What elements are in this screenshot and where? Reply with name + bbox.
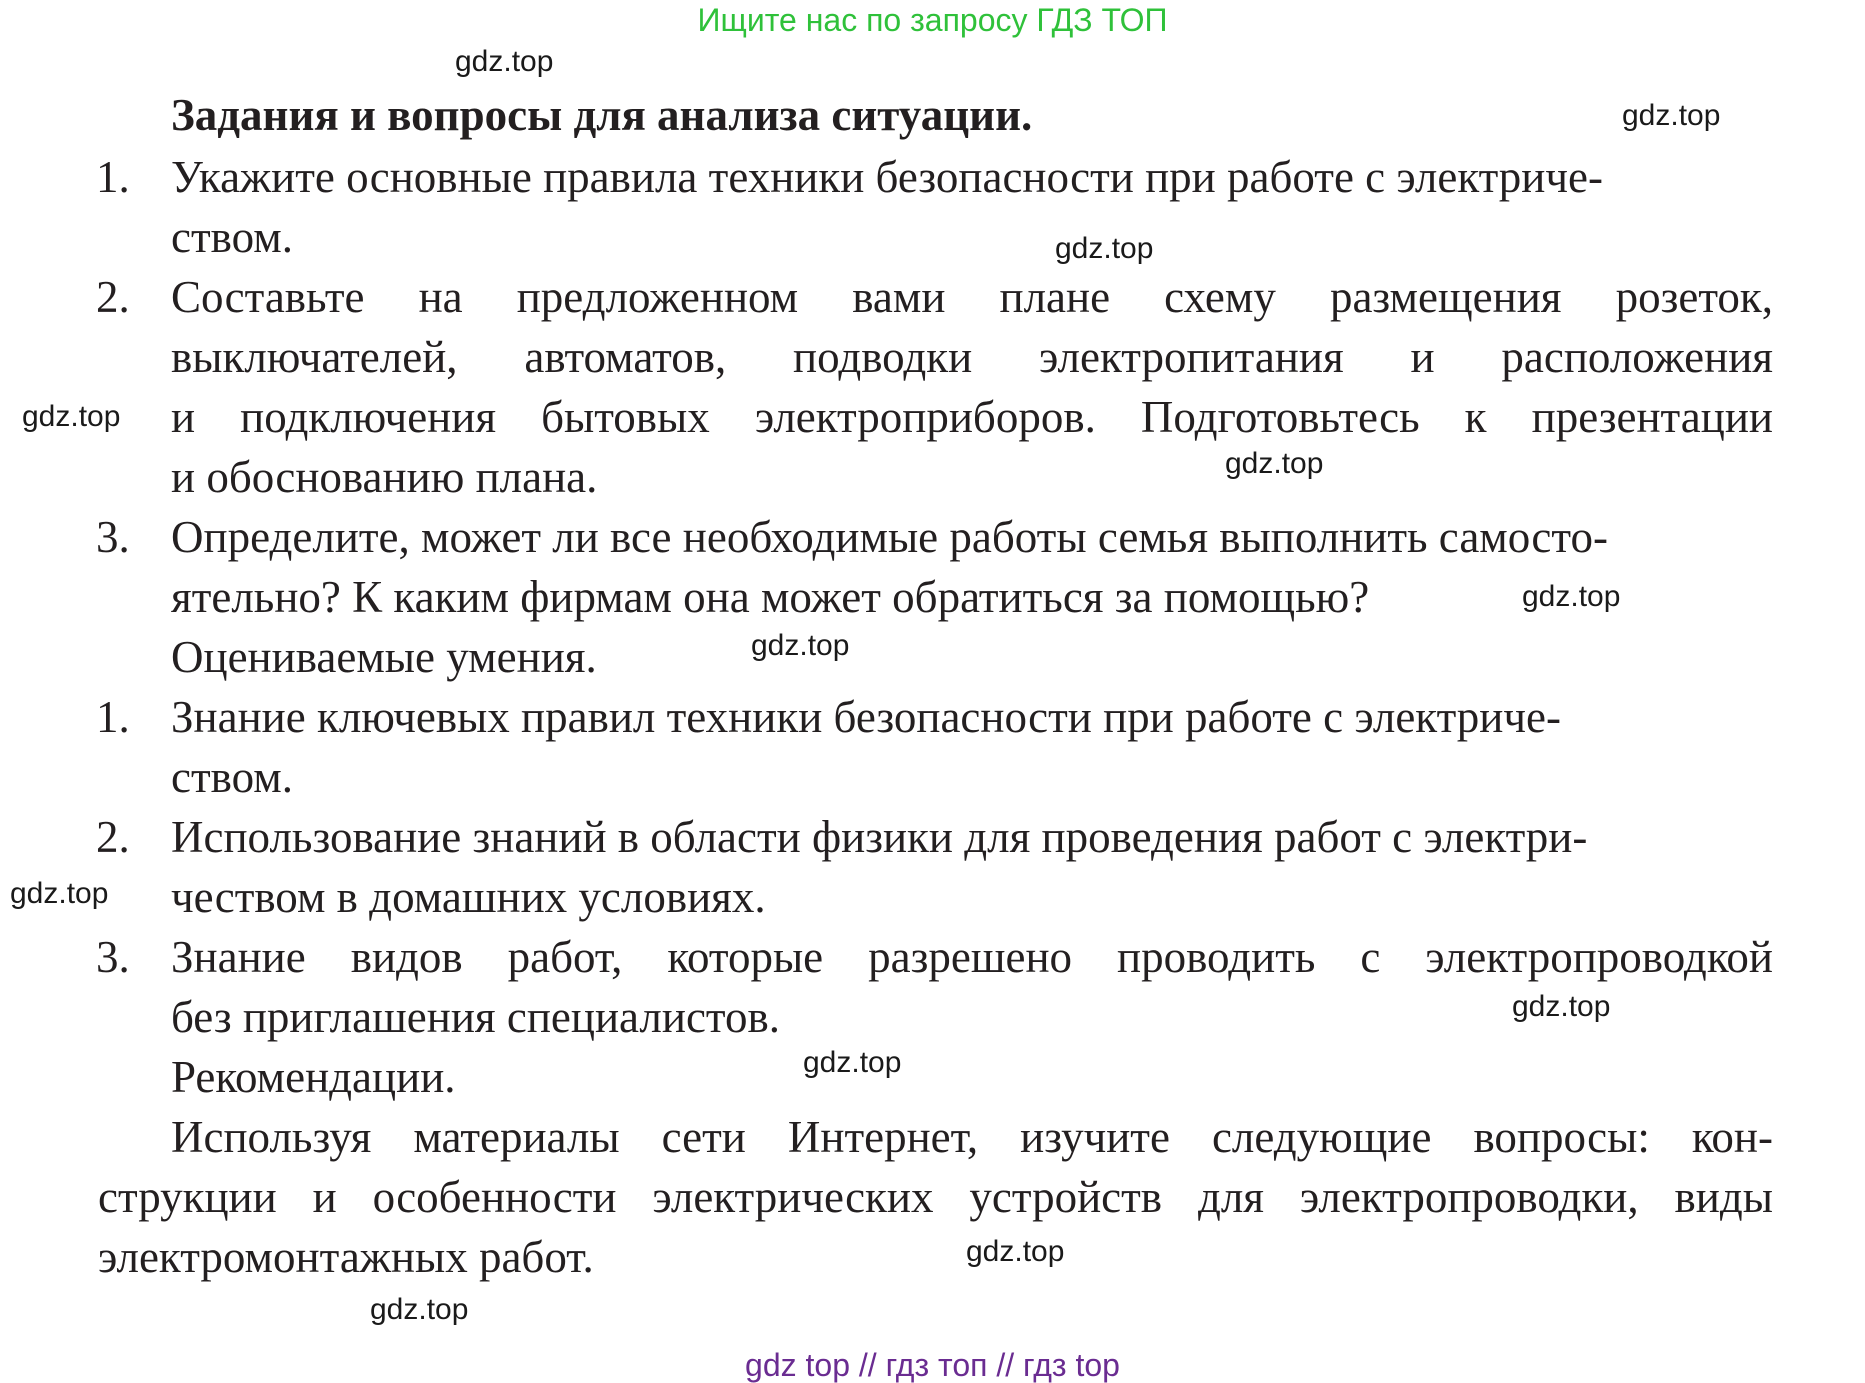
watermark: gdz.top bbox=[966, 1235, 1065, 1268]
task-line: и подключения бытовых электроприборов. Подготовьтесь к презентации bbox=[171, 392, 1773, 442]
task-line: выключателей, автоматов, подводки электропитания и расположения bbox=[171, 332, 1773, 382]
task-line: Определите, может ли все необходимые работы семья выполнить самосто- bbox=[171, 512, 1608, 562]
watermark: gdz.top bbox=[1055, 232, 1154, 265]
watermark: gdz.top bbox=[803, 1046, 902, 1079]
task-line: ятельно? К каким фирмам она может обратиться за помощью? bbox=[171, 572, 1370, 622]
skill-number: 2. bbox=[96, 812, 130, 862]
top-banner: Ищите нас по запросу ГДЗ ТОП bbox=[697, 2, 1168, 38]
section-heading: Задания и вопросы для анализа ситуации. bbox=[171, 90, 1033, 140]
skill-line: Использование знаний в области физики для проведения работ с электри- bbox=[171, 812, 1588, 862]
watermark: gdz.top bbox=[22, 400, 121, 433]
skill-line: Знание ключевых правил техники безопасности при работе с электриче- bbox=[171, 692, 1561, 742]
recommendations-line: струкции и особенности электрических устройств для электропроводки, виды bbox=[98, 1172, 1773, 1222]
task-number: 1. bbox=[96, 152, 130, 202]
watermark: gdz.top bbox=[1522, 580, 1621, 613]
task-number: 3. bbox=[96, 512, 130, 562]
recommendations-heading: Рекомендации. bbox=[171, 1052, 456, 1102]
watermark: gdz.top bbox=[1512, 990, 1611, 1023]
task-line: Составьте на предложенном вами плане схему размещения розеток, bbox=[171, 272, 1773, 322]
recommendations-line: электромонтажных работ. bbox=[98, 1232, 594, 1282]
skill-line: Знание видов работ, которые разрешено проводить с электропроводкой bbox=[171, 932, 1773, 982]
watermark: gdz.top bbox=[1622, 99, 1721, 132]
skill-number: 1. bbox=[96, 692, 130, 742]
watermark: gdz.top bbox=[455, 45, 554, 78]
skill-number: 3. bbox=[96, 932, 130, 982]
watermark: gdz.top bbox=[751, 629, 850, 662]
task-line: и обоснованию плана. bbox=[171, 452, 598, 502]
watermark: gdz.top bbox=[1225, 447, 1324, 480]
skill-line: ством. bbox=[171, 752, 293, 802]
task-line: ством. bbox=[171, 212, 293, 262]
watermark: gdz.top bbox=[370, 1293, 469, 1326]
skill-line: чеством в домашних условиях. bbox=[171, 872, 766, 922]
recommendations-line: Используя материалы сети Интернет, изучите следующие вопросы: кон- bbox=[171, 1112, 1773, 1162]
skills-heading: Оцениваемые умения. bbox=[171, 632, 597, 682]
task-line: Укажите основные правила техники безопасности при работе с электриче- bbox=[171, 152, 1603, 202]
watermark: gdz.top bbox=[10, 877, 109, 910]
bottom-footer: gdz top // гдз топ // гдз top bbox=[745, 1347, 1120, 1383]
skill-line: без приглашения специалистов. bbox=[171, 992, 780, 1042]
task-number: 2. bbox=[96, 272, 130, 322]
